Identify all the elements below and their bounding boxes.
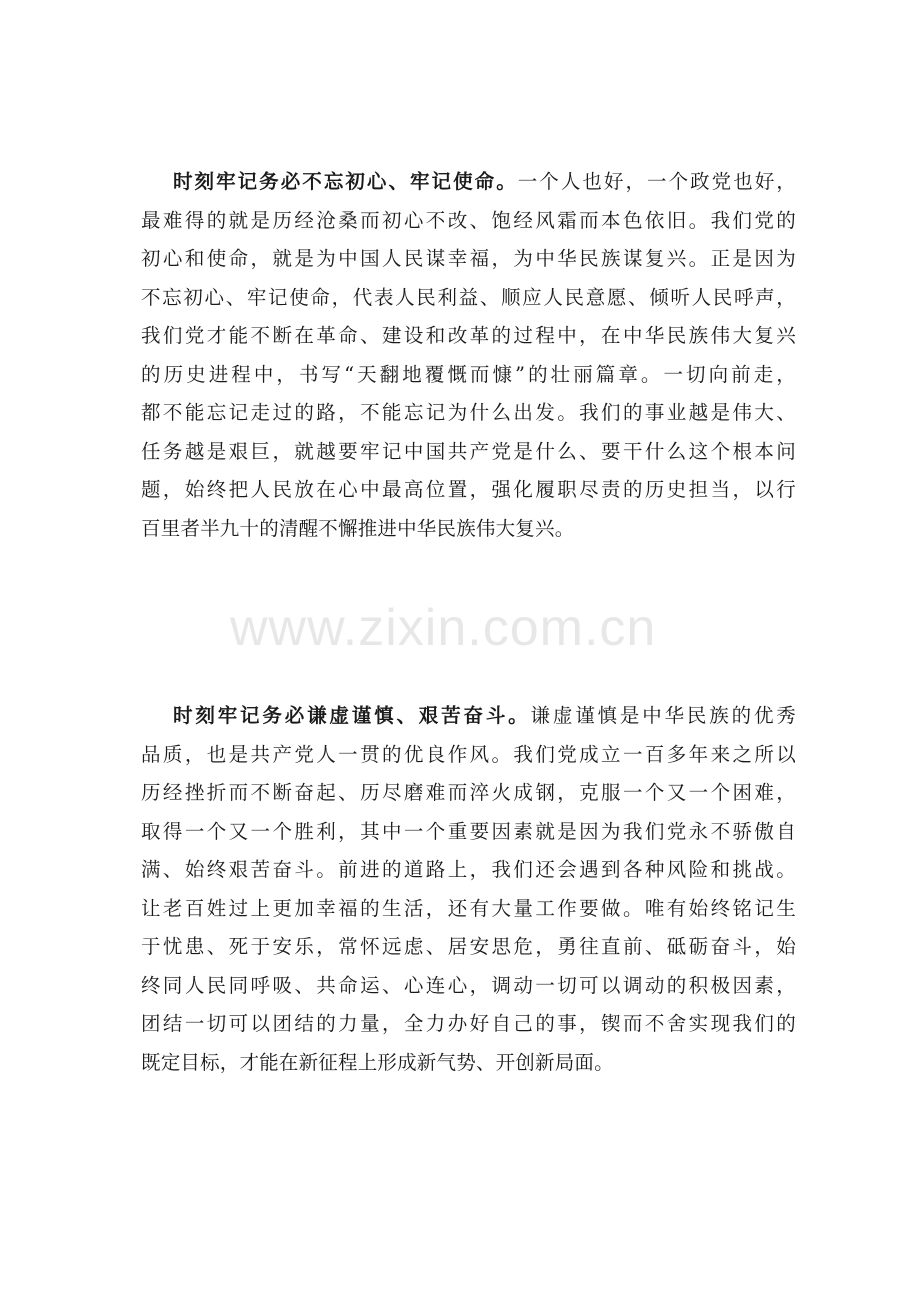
paragraph-1 [141,163,796,548]
line-text: 一个人也好，一个政党也好， [517,170,797,193]
paragraph-line: 最难得的就是历经沧桑而初心不改、饱经风霜而本色依旧。我们党的 [141,208,796,232]
line-text: 谦虚谨慎是中华民族的优秀 [530,704,797,727]
paragraph-line: 让老百姓过上更加幸福的生活，还有大量工作要做。唯有始终铭记生 [141,896,796,920]
paragraph-line [141,697,796,736]
paragraph-line: 历经挫折而不断奋起、历尽磨难而淬火成钢，克服一个又一个困难， [141,781,796,804]
paragraph-line: 满、始终艰苦奋斗。前进的道路上，我们还会遇到各种风险和挑战。 [141,858,796,881]
paragraph-line: 取得一个又一个胜利，其中一个重要因素就是因为我们党永不骄傲自 [141,819,796,843]
paragraph-line: 于忧患、死于安乐，常怀远虑、居安思危，勇往直前、砥砺奋斗，始 [141,935,796,958]
paragraph-line: 既定目标，才能在新征程上形成新气势、开创新局面。 [141,1050,614,1074]
paragraph-line: 品质，也是共产党人一贯的优良作风。我们党成立一百多年来之所以 [141,742,796,766]
paragraph-2 [141,697,796,1082]
paragraph-line: 终同人民同呼吸、共命运、心连心，调动一切可以调动的积极因素， [141,973,796,997]
paragraph-lead: 时刻牢记务必不忘初心、牢记使命。 [173,170,518,193]
paragraph-line: 我们党才能不断在革命、建设和改革的过程中，在中华民族伟大复兴 [141,324,796,347]
paragraph-line: 的历史进程中，书写“天翻地覆慨而慷”的壮丽篇章。一切向前走， [141,362,796,386]
paragraph-line: 团结一切可以团结的力量，全力办好自己的事，锲而不舍实现我们的 [141,1012,796,1035]
paragraph-line: 初心和使命，就是为中国人民谋幸福，为中华民族谋复兴。正是因为 [141,247,796,270]
watermark: www.zixin.com.cn [230,599,657,657]
paragraph-line: 百里者半九十的清醒不懈推进中华民族伟大复兴。 [141,516,575,540]
paragraph-line: 任务越是艰巨，就越要牢记中国共产党是什么、要干什么这个根本问 [141,439,796,463]
paragraph-line: 不忘初心、牢记使命，代表人民利益、顺应人民意愿、倾听人民呼声， [141,285,796,309]
paragraph-line [141,163,796,202]
paragraph-lead: 时刻牢记务必谦虚谨慎、艰苦奋斗。 [173,704,531,727]
paragraph-line: 都不能忘记走过的路，不能忘记为什么出发。我们的事业越是伟大、 [141,401,796,424]
paragraph-line: 题，始终把人民放在心中最高位置，强化履职尽责的历史担当，以行 [141,478,796,501]
